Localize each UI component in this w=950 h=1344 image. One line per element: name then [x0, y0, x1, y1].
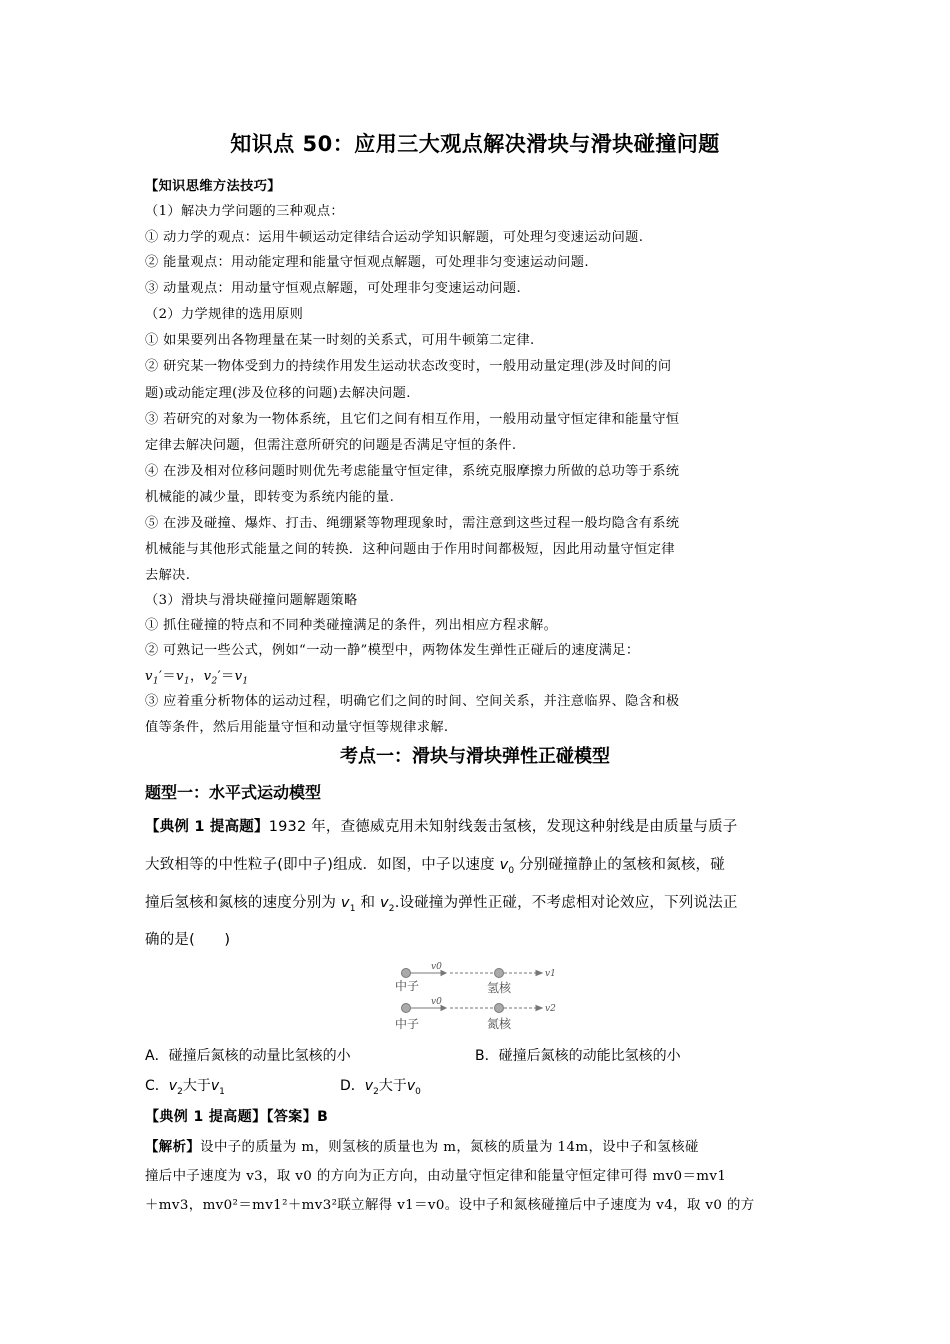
text-line: ④ 在涉及相对位移问题时则优先考虑能量守恒定律，系统克服摩擦力所做的总功等于系统	[145, 464, 680, 479]
neutron-ball	[402, 1004, 411, 1013]
text-line: ① 如果要列出各物理量在某一时刻的关系式，可用牛顿第二定律.	[145, 333, 535, 348]
v2-label: v2	[545, 1004, 556, 1014]
text-line: ③ 动量观点：用动量守恒观点解题，可处理非匀变速运动问题.	[145, 281, 522, 296]
answer-line: 【典例 1 提高题】【答案】B	[145, 1109, 329, 1125]
text-line: ① 动力学的观点：运用牛顿运动定律结合运动学知识解题，可处理匀变速运动问题.	[145, 230, 644, 245]
text-line: ③ 若研究的对象为一物体系统，且它们之间有相互作用，一般用动量守恒定律和能量守恒	[145, 412, 680, 427]
text-line: （1）解决力学问题的三种观点：	[145, 204, 345, 219]
neutron-ball	[402, 969, 411, 978]
option-d: D．$v_2$大于$v_0$	[340, 1078, 421, 1097]
text-line: ② 能量观点：用动能定理和能量守恒观点解题，可处理非匀变速运动问题.	[145, 255, 589, 270]
v0-label: v0	[431, 962, 442, 972]
example-line: 撞后氢核和氮核的速度分别为 $v_1$ 和 $v_2$.设碰撞为弹性正碰，不考虑相对论效应，下列说法正	[145, 895, 738, 914]
example-line: 大致相等的中性粒子(即中子)组成．如图，中子以速度 $v_0$ 分别碰撞静止的氢核和氮核，碰	[145, 857, 725, 876]
v1-label: v1	[545, 969, 556, 979]
text-line: （2）力学规律的选用原则	[145, 307, 304, 322]
text-line: （3）滑块与滑块碰撞问题解题策略	[145, 593, 358, 608]
text-line: 定律去解决问题，但需注意所研究的问题是否满足守恒的条件.	[145, 438, 517, 453]
page-title: 知识点 50：应用三大观点解决滑块与滑块碰撞问题	[230, 132, 720, 156]
analysis-line: ＋mv3，mv0²＝mv1²＋mv3²联立解得 v1＝v0。设中子和氮核碰撞后中子速度为 v4，取 v0 的方	[145, 1198, 755, 1213]
text-line: 机械能与其他形式能量之间的转换．这种问题由于作用时间都极短，因此用动量守恒定律	[145, 542, 675, 557]
neutron-label: 中子	[395, 979, 420, 993]
option-c: C．$v_2$大于$v_1$	[145, 1078, 225, 1097]
neutron-label: 中子	[395, 1017, 420, 1031]
text-line: 题)或动能定理(涉及位移的问题)去解决问题.	[145, 386, 411, 401]
text-line: ⑤ 在涉及碰撞、爆炸、打击、绳绷紧等物理现象时，需注意到这些过程一般均隐含有系统	[145, 516, 680, 531]
hydrogen-ball	[495, 969, 504, 978]
example-line: 【典例 1 提高题】1932 年，查德威克用未知射线轰击氢核，发现这种射线是由质量与质子	[145, 819, 738, 835]
analysis-line: 撞后中子速度为 v3，取 v0 的方向为正方向，由动量守恒定律和能量守恒定律可得 mv0＝mv1	[145, 1169, 727, 1184]
text-line: ② 研究某一物体受到力的持续作用发生运动状态改变时，一般用动量定理(涉及时间的问	[145, 359, 672, 374]
text-line: 值等条件，然后用能量守恒和动量守恒等规律求解.	[145, 720, 449, 735]
arrow-icon	[536, 1006, 542, 1011]
text-line: ② 可熟记一些公式，例如“一动一静”模型中，两物体发生弹性正碰后的速度满足：	[145, 643, 640, 658]
subsection-heading: 题型一：水平式运动模型	[145, 783, 322, 802]
section-label: 【知识思维方法技巧】	[145, 179, 281, 194]
example-line: 确的是( )	[145, 932, 231, 948]
section-heading: 考点一：滑块与滑块弹性正碰模型	[340, 746, 610, 767]
option-a: A．碰撞后氮核的动量比氢核的小	[145, 1048, 351, 1064]
nitrogen-label: 氮核	[487, 1017, 512, 1031]
arrow-icon	[536, 971, 542, 976]
text-line: 去解决.	[145, 568, 191, 583]
collision-diagram	[390, 960, 570, 1036]
hydrogen-label: 氢核	[487, 981, 512, 995]
nitrogen-ball	[495, 1004, 504, 1013]
analysis-line: 【解析】设中子的质量为 m，则氢核的质量也为 m，氮核的质量为 14m，设中子和氢核碰	[145, 1140, 699, 1155]
option-b: B．碰撞后氮核的动能比氢核的小	[475, 1048, 681, 1064]
text-line: ① 抓住碰撞的特点和不同种类碰撞满足的条件，列出相应方程求解。	[145, 618, 558, 633]
formula-line: $v_1'=v_1$，$v_2'=v_1$	[145, 669, 249, 687]
text-line: 机械能的减少量，即转变为系统内能的量.	[145, 490, 395, 505]
text-line: ③ 应着重分析物体的运动过程，明确它们之间的时间、空间关系，并注意临界、隐含和极	[145, 694, 680, 709]
v0-label: v0	[431, 997, 442, 1007]
